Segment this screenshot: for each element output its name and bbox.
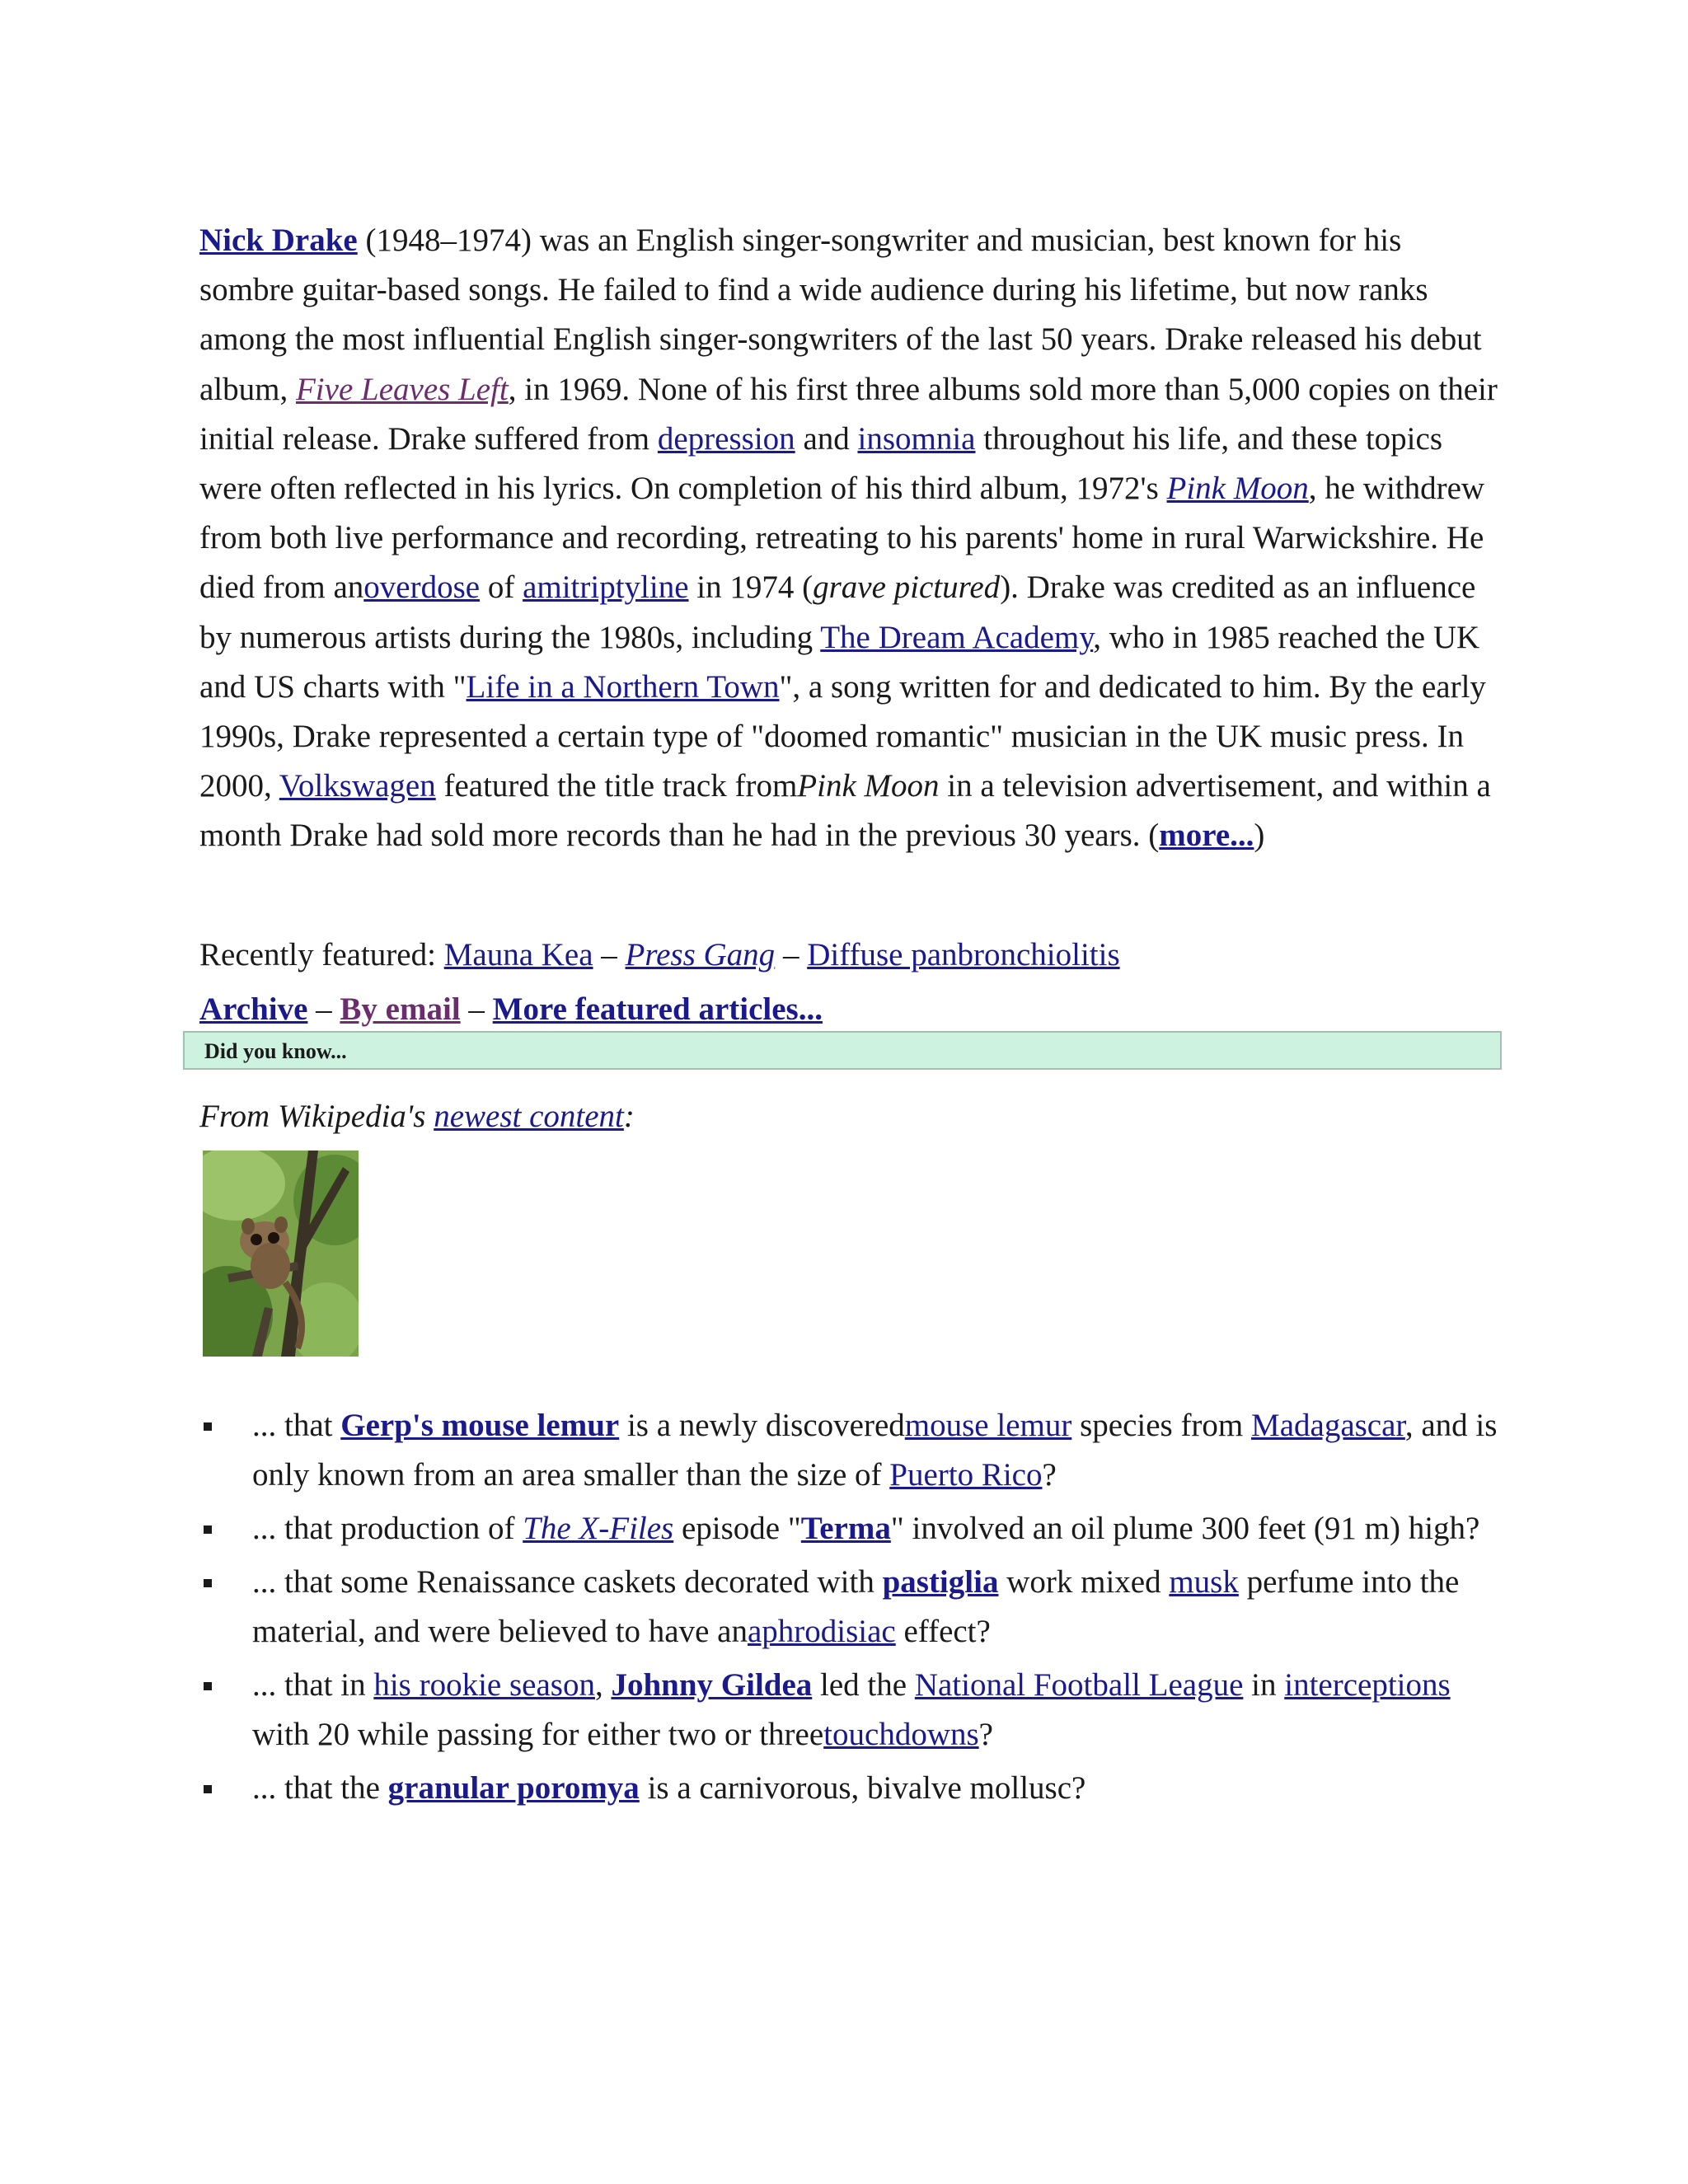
madagascar-link[interactable]: Madagascar	[1251, 1408, 1405, 1443]
musk-link[interactable]: musk	[1169, 1564, 1239, 1600]
archive-link[interactable]: Archive	[199, 991, 308, 1027]
item-text: work mixed	[998, 1564, 1170, 1600]
x-files-link[interactable]: The X-Files	[523, 1511, 674, 1546]
more-link[interactable]: more...	[1159, 818, 1254, 854]
gerps-mouse-lemur-link[interactable]: Gerp's mouse lemur	[340, 1408, 620, 1443]
item-text: ... that	[252, 1408, 341, 1443]
volkswagen-link[interactable]: Volkswagen	[279, 768, 436, 804]
nick-drake-link[interactable]: Nick Drake	[199, 223, 358, 258]
item-text: ?	[1042, 1457, 1057, 1493]
featured-text: and	[795, 420, 858, 457]
featured-text: )	[1254, 818, 1265, 854]
list-item	[199, 1401, 1502, 1500]
bullet-icon	[204, 1682, 212, 1690]
item-text: effect?	[895, 1614, 991, 1649]
mouse-lemur-link[interactable]: mouse lemur	[904, 1408, 1072, 1443]
interceptions-link[interactable]: interceptions	[1284, 1667, 1451, 1703]
did-you-know-list	[199, 1401, 1502, 1817]
item-text: in	[1243, 1667, 1285, 1703]
item-text: is a carnivorous, bivalve mollusc?	[639, 1770, 1086, 1806]
archive-links	[199, 985, 1502, 1034]
item-text: led the	[812, 1667, 915, 1703]
item-text: ,	[594, 1667, 612, 1703]
from-wikipedia-text: From Wikipedia's	[199, 1099, 434, 1134]
insomnia-link[interactable]: insomnia	[857, 420, 976, 457]
five-leaves-left-link[interactable]: Five Leaves Left	[295, 371, 509, 407]
terma-link[interactable]: Terma	[800, 1511, 891, 1546]
lemur-photo-image	[203, 1151, 359, 1357]
by-email-link[interactable]: By email	[340, 991, 461, 1027]
national-football-league-link[interactable]: National Football League	[914, 1667, 1244, 1703]
bullet-icon	[204, 1526, 212, 1534]
list-item	[199, 1504, 1502, 1554]
item-text: is a newly discovered	[619, 1408, 905, 1443]
featured-text: ). Drake was credited as an influence by numerous artists during the 1980s, including	[199, 569, 1476, 655]
newest-content-link[interactable]: newest content	[434, 1099, 624, 1134]
featured-text: , in 1969. None of his first three albums sold more than 5,000 copies on their initial release. Drake suffered from	[199, 371, 1498, 457]
rookie-season-link[interactable]: his rookie season	[373, 1667, 595, 1703]
item-text: episode "	[673, 1511, 801, 1546]
item-text: ... that the	[252, 1770, 388, 1806]
overdose-link[interactable]: overdose	[363, 569, 481, 606]
item-text: " involved an oil plume 300 feet (91 m) high?	[890, 1511, 1480, 1546]
dream-academy-link[interactable]: The Dream Academy	[820, 619, 1094, 655]
list-item	[199, 1661, 1502, 1760]
separator: –	[307, 991, 340, 1027]
separator: –	[593, 937, 626, 972]
featured-text: , he withdrew from both live performance and recording, retreating to his parents' home in rural Warwickshire. He died from an	[199, 471, 1485, 606]
featured-text: throughout his life, and these topics were often reflected in his lyrics. On completion of his third album, 1972's	[199, 420, 1442, 507]
amitriptyline-link[interactable]: amitriptyline	[523, 569, 689, 606]
item-text: , and is only known from an area smaller than the size of	[252, 1408, 1498, 1493]
more-featured-articles-link[interactable]: More featured articles...	[492, 991, 823, 1027]
bullet-icon	[204, 1579, 212, 1587]
item-text: ... that in	[252, 1667, 374, 1703]
granular-poromya-link[interactable]: granular poromya	[387, 1770, 640, 1806]
item-text: perfume into the material, and were believed to have an	[252, 1564, 1460, 1649]
depression-link[interactable]: depression	[657, 420, 795, 457]
diffuse-panbronchiolitis-link[interactable]: Diffuse panbronchiolitis	[807, 937, 1120, 972]
featured-text: , who in 1985 reached the UK and US charts with "	[199, 619, 1480, 705]
puerto-rico-link[interactable]: Puerto Rico	[889, 1457, 1043, 1493]
pink-moon-italic: Pink Moon	[797, 768, 940, 804]
item-text: species from	[1071, 1408, 1252, 1443]
pink-moon-link[interactable]: Pink Moon	[1166, 471, 1309, 507]
bullet-icon	[204, 1422, 212, 1431]
johnny-gildea-link[interactable]: Johnny Gildea	[611, 1667, 813, 1703]
separator: –	[460, 991, 493, 1027]
recently-featured	[199, 930, 1502, 980]
featured-text: featured the title track from	[435, 768, 798, 804]
did-you-know-title: Did you know...	[204, 1039, 347, 1063]
aphrodisiac-link[interactable]: aphrodisiac	[747, 1614, 896, 1649]
featured-article-text	[199, 216, 1502, 861]
featured-text: of	[480, 569, 523, 606]
list-item	[199, 1764, 1502, 1813]
recently-featured-label: Recently featured:	[199, 937, 444, 972]
featured-text: in 1974 (	[688, 569, 814, 606]
pastiglia-link[interactable]: pastiglia	[882, 1564, 999, 1600]
item-text: with 20 while passing for either two or three	[252, 1717, 824, 1752]
bullet-icon	[204, 1785, 212, 1793]
featured-text: ", a song written for and dedicated to him. By the early 1990s, Drake represented a certain type of "doomed romantic" musician in the UK music press. In 2000,	[199, 668, 1486, 804]
grave-pictured-caption: grave pictured	[813, 569, 1001, 606]
item-text: ?	[978, 1717, 993, 1752]
newest-content-line	[199, 1092, 1502, 1141]
touchdowns-link[interactable]: touchdowns	[823, 1717, 979, 1752]
featured-text: in a television advertisement, and within a month Drake had sold more records than he had in the previous 30 years. (	[199, 768, 1491, 854]
featured-text: (1948–1974) was an English singer-songwriter and musician, best known for his sombre guitar-based songs. He failed to find a wide audience during his lifetime, but now ranks among the most influential English singer-songwriters of the last 50 years. Drake released his debut album,	[199, 223, 1482, 407]
lemur-photo[interactable]	[203, 1151, 359, 1357]
item-text: ... that production of	[252, 1511, 523, 1546]
press-gang-link[interactable]: Press Gang	[625, 937, 776, 972]
list-item	[199, 1558, 1502, 1657]
mauna-kea-link[interactable]: Mauna Kea	[443, 937, 593, 972]
item-text: ... that some Renaissance caskets decorated with	[252, 1564, 883, 1600]
northern-town-link[interactable]: Life in a Northern Town	[466, 668, 780, 705]
colon: :	[623, 1099, 635, 1134]
did-you-know-header	[183, 1031, 1502, 1070]
separator: –	[775, 937, 808, 972]
